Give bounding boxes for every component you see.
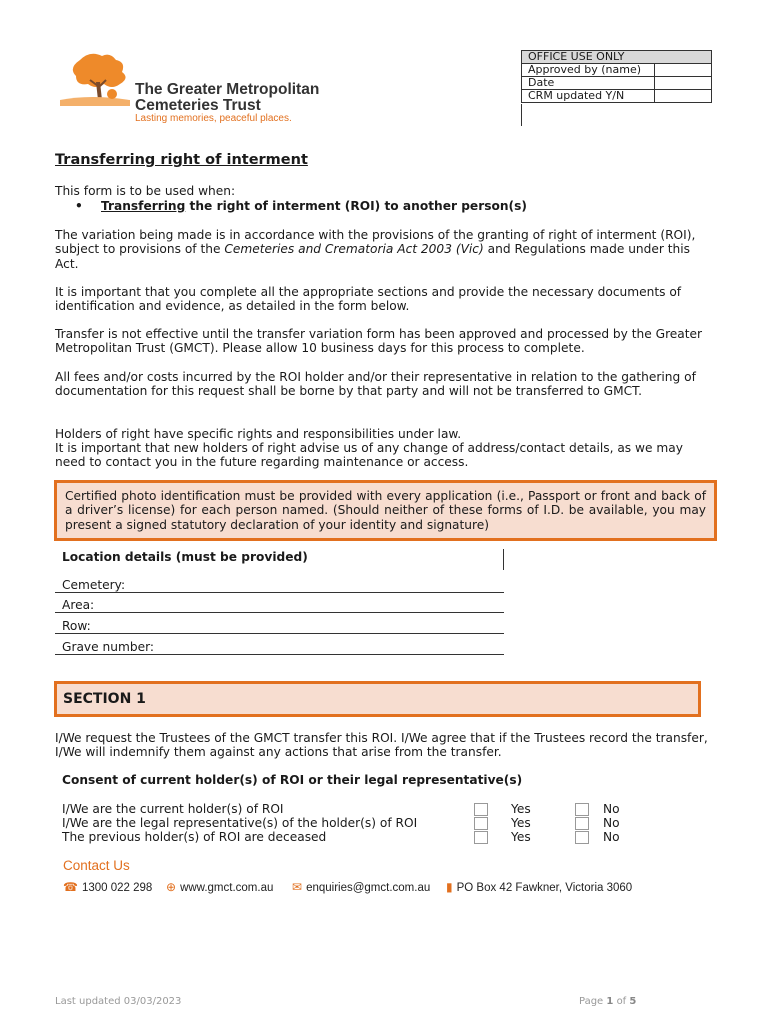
org-tagline: Lasting memories, peaceful places. bbox=[135, 113, 292, 124]
office-use-table bbox=[521, 50, 712, 103]
no-checkbox[interactable] bbox=[575, 831, 589, 844]
office-row-label: Approved by (name) bbox=[522, 64, 655, 77]
paragraph-rights-1: Holders of right have specific rights and responsibilities under law. bbox=[55, 427, 462, 441]
row-field[interactable]: Row: bbox=[55, 613, 504, 634]
globe-icon: ⊕ bbox=[166, 880, 177, 894]
bullet-icon: • bbox=[75, 199, 83, 213]
page-number: Page 1 of 5 bbox=[579, 996, 637, 1007]
office-divider bbox=[521, 104, 522, 126]
page-title: Transferring right of interment bbox=[55, 152, 308, 168]
approved-by-field[interactable] bbox=[655, 64, 712, 77]
consent-option: The previous holder(s) of ROI are deceased Yes No bbox=[62, 830, 620, 844]
area-field[interactable]: Area: bbox=[55, 592, 504, 613]
id-callout: Certified photo identification must be provided with every application (i.e., Passport or front and back of a driver’s license) for each person named. (Should neither of these forms of I.D. be available, you may present a signed statutory declaration of your identity and signature) bbox=[54, 480, 717, 541]
consent-option: I/We are the legal representative(s) of the holder(s) of ROI Yes No bbox=[62, 816, 620, 830]
cemetery-field[interactable]: Cemetery: bbox=[55, 572, 504, 593]
consent-option: I/We are the current holder(s) of ROI Yes No bbox=[62, 802, 620, 816]
crm-updated-field[interactable] bbox=[655, 90, 712, 103]
org-name-line2: Cemeteries Trust bbox=[135, 97, 261, 114]
last-updated: Last updated 03/03/2023 bbox=[55, 996, 182, 1007]
postbox-icon: ▮ bbox=[446, 880, 453, 894]
contact-phone[interactable]: ☎ 1300 022 298 bbox=[63, 880, 153, 894]
org-name-line1: The Greater Metropolitan bbox=[135, 81, 320, 98]
yes-checkbox[interactable] bbox=[474, 817, 488, 830]
office-row-label: Date bbox=[522, 77, 655, 90]
intro-text: This form is to be used when: bbox=[55, 184, 236, 198]
office-row-label: CRM updated Y/N bbox=[522, 90, 655, 103]
section-1-text: I/We request the Trustees of the GMCT transfer this ROI. I/We agree that if the Trustees record the transfer, I/We will indemnify them against any actions that arise from the transfer. bbox=[55, 731, 708, 760]
bullet-item: • Transferring the right of interment (ROI) to another person(s) bbox=[75, 199, 527, 213]
paragraph-variation: The variation being made is in accordance with the provisions of the granting of right of interment (ROI), subject to provisions of the Cemeteries and Crematoria Act 2003 (Vic) and Regulations made under this Act. bbox=[55, 228, 696, 271]
yes-checkbox[interactable] bbox=[474, 803, 488, 816]
contact-heading: Contact Us bbox=[63, 858, 130, 873]
contact-post: ▮ PO Box 42 Fawkner, Victoria 3060 bbox=[446, 880, 633, 894]
no-checkbox[interactable] bbox=[575, 817, 589, 830]
tree-icon bbox=[60, 50, 140, 106]
paragraph-documents: It is important that you complete all the appropriate sections and provide the necessary documents of identification and evidence, as detailed in the form below. bbox=[55, 285, 682, 314]
yes-checkbox[interactable] bbox=[474, 831, 488, 844]
grave-number-field[interactable]: Grave number: bbox=[55, 634, 504, 655]
contact-web[interactable]: ⊕ www.gmct.com.au bbox=[166, 880, 274, 894]
no-checkbox[interactable] bbox=[575, 803, 589, 816]
location-divider bbox=[503, 549, 504, 570]
office-use-header: OFFICE USE ONLY bbox=[522, 51, 712, 64]
paragraph-transfer: Transfer is not effective until the transfer variation form has been approved and processed by the Greater Metropolitan Trust (GMCT). Please allow 10 business days for this process to complete. bbox=[55, 327, 703, 356]
consent-title: Consent of current holder(s) of ROI or their legal representative(s) bbox=[62, 773, 523, 787]
date-field[interactable] bbox=[655, 77, 712, 90]
phone-icon: ☎ bbox=[63, 880, 78, 894]
location-title: Location details (must be provided) bbox=[62, 550, 308, 564]
paragraph-rights-2: It is important that new holders of right advise us of any change of address/contact details, as we may need to contact you in the future regarding maintenance or access. bbox=[55, 441, 683, 470]
gmct-logo bbox=[60, 50, 330, 128]
paragraph-fees: All fees and/or costs incurred by the ROI holder and/or their representative in relation to the gathering of documentation for this request shall be borne by that party and will not be transferred to GMCT. bbox=[55, 370, 696, 399]
mail-icon: ✉ bbox=[292, 880, 303, 894]
contact-email[interactable]: ✉ enquiries@gmct.com.au bbox=[292, 880, 431, 894]
section-1-header: SECTION 1 bbox=[54, 681, 701, 717]
